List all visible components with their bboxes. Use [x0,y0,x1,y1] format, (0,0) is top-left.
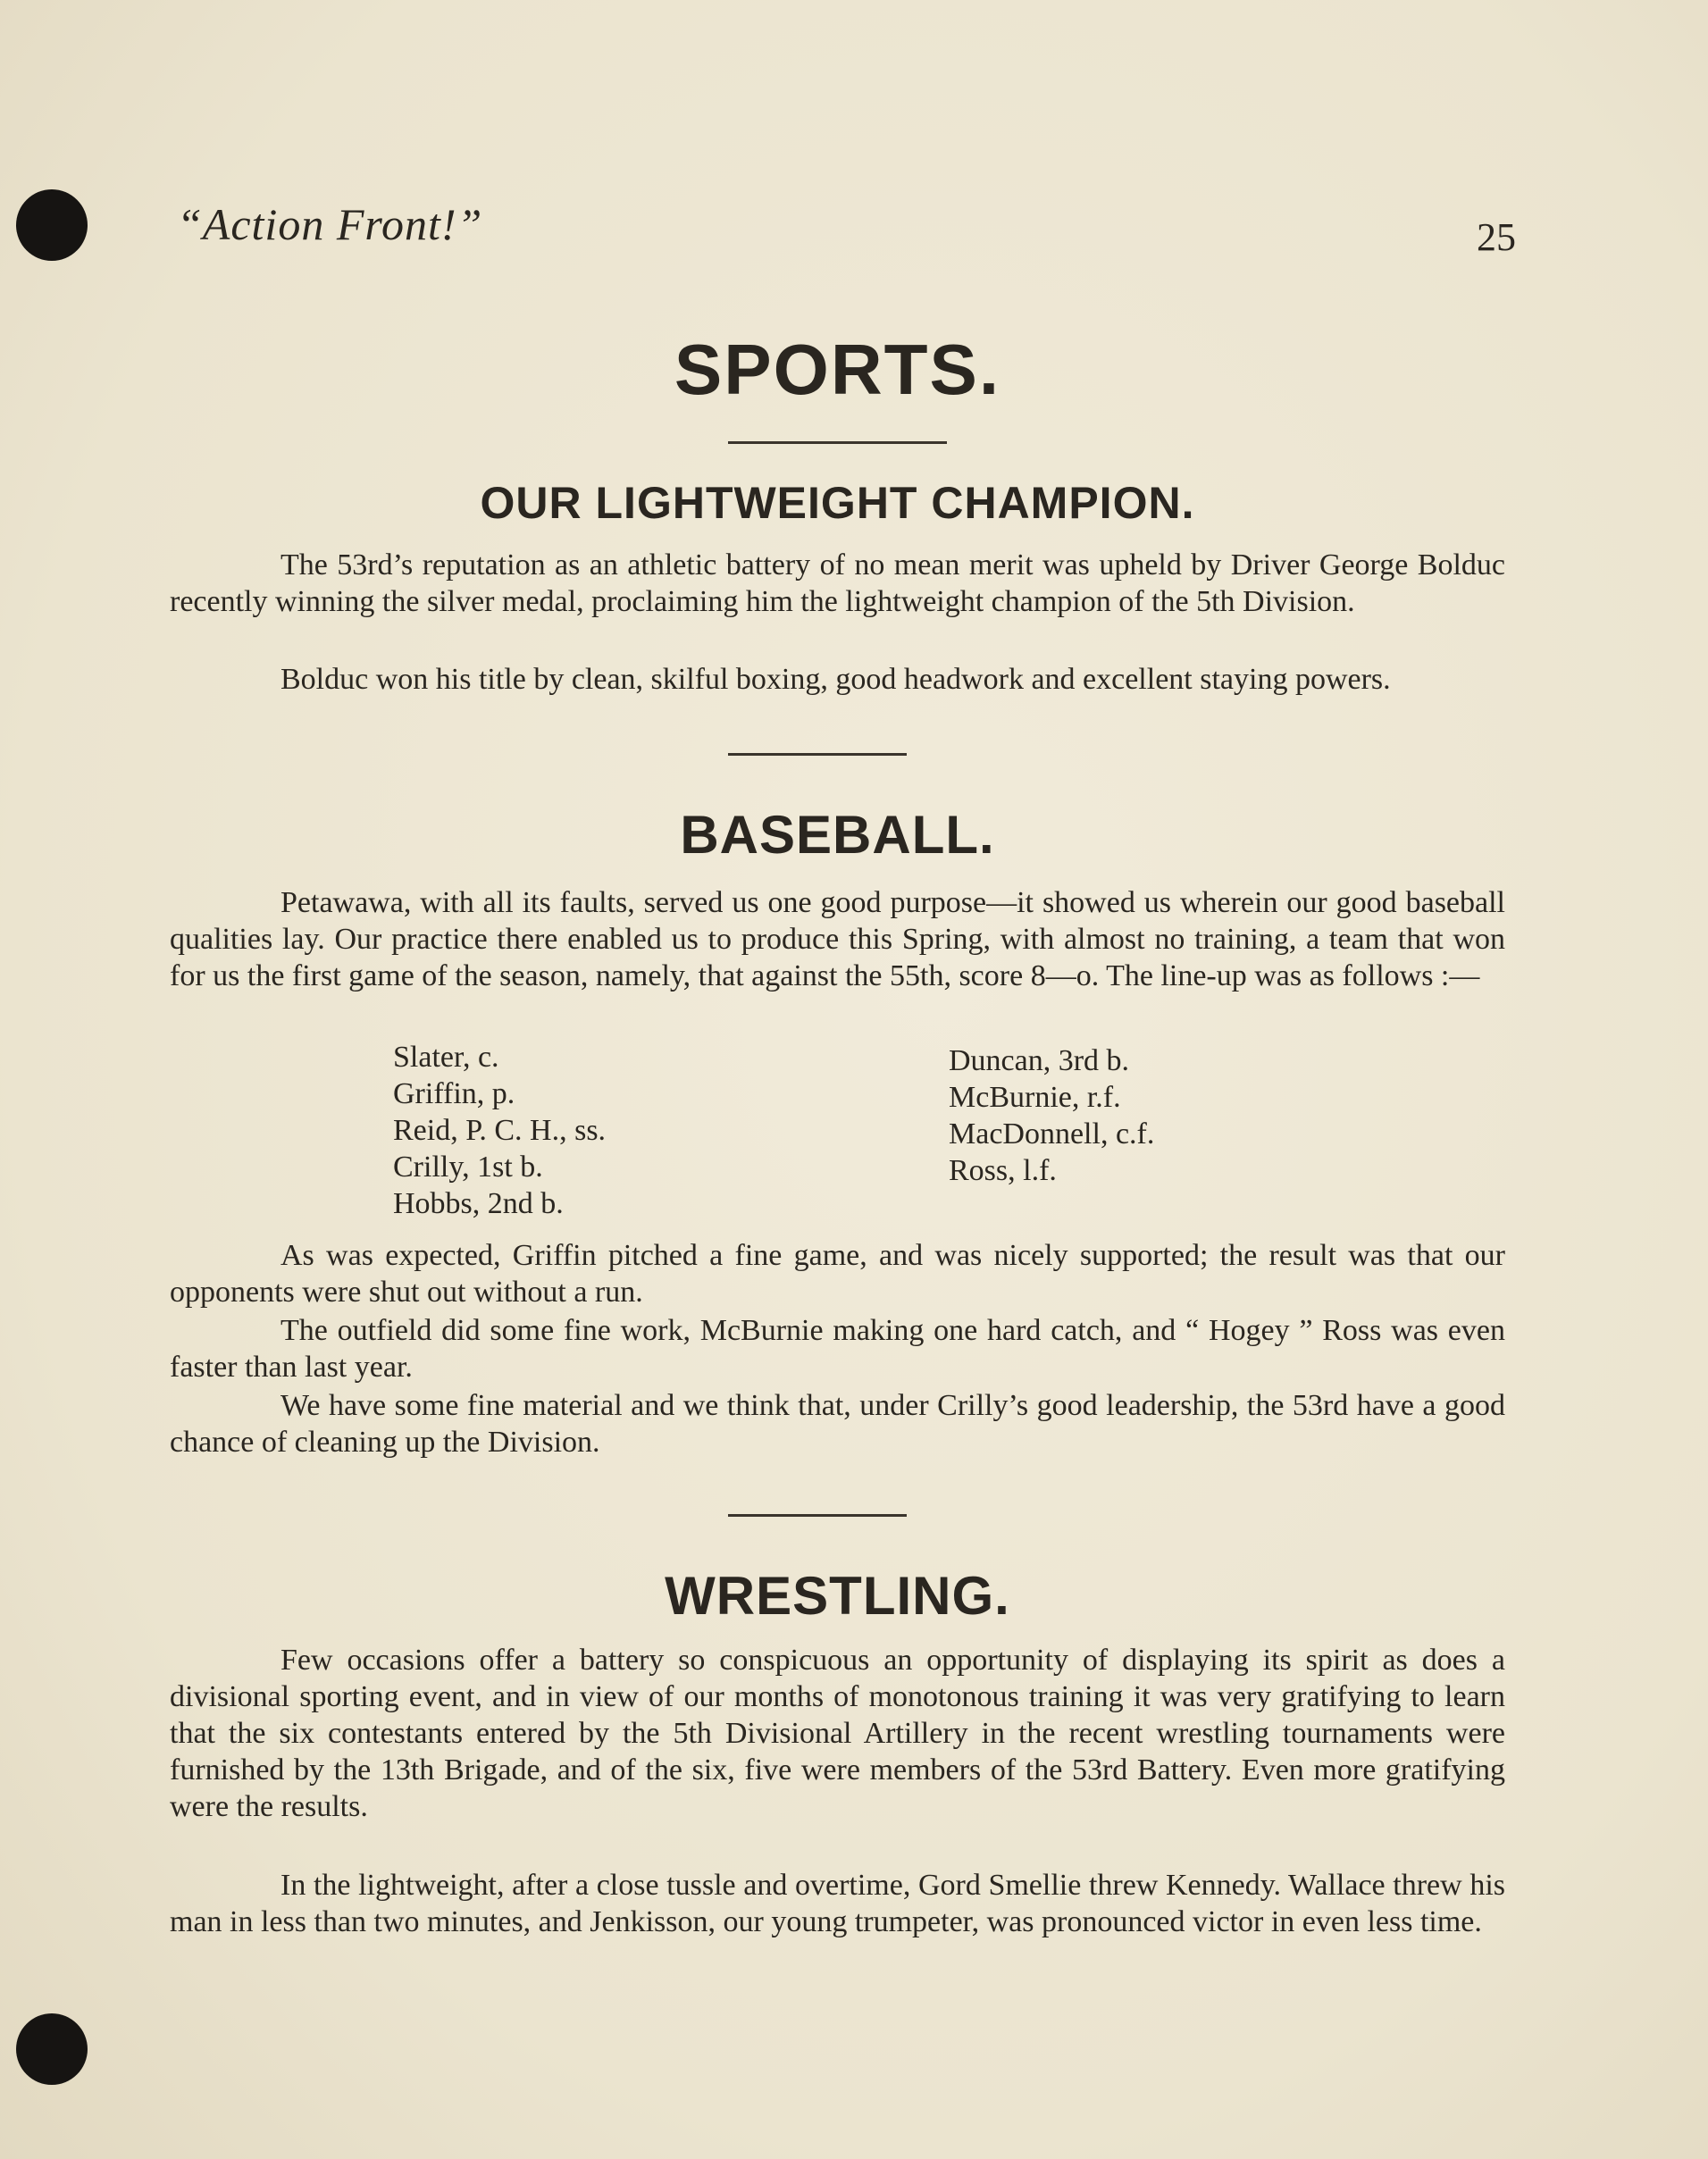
lightweight-paragraph-1: The 53rd’s reputation as an athletic battery of no mean merit was upheld by Driver George Bolduc recently winning the silver medal, proclaiming him the lightweight champion of the 5th Division. [170,548,1505,618]
lineup-player: Reid, P. C. H., ss. [393,1114,607,1147]
baseball-paragraph-3: We have some fine material and we think that, under Crilly’s good leadership, the 53rd have a good chance of cleaning up the Division. [170,1389,1505,1459]
lineup-player: MacDonnell, c.f. [949,1117,1155,1151]
divider [728,753,907,756]
main-title: SPORTS. [674,330,1001,409]
lineup-player: Duncan, 3rd b. [949,1044,1130,1077]
lineup-player: Griffin, p. [393,1077,515,1110]
wrestling-paragraph-2: In the lightweight, after a close tussle and overtime, Gord Smellie threw Kennedy. Wallace threw his man in less than two minutes, and Jenkisson, our young trumpeter, was pronounced victor in even less time. [170,1869,1505,1938]
divider [728,1514,907,1517]
baseball-paragraph-2: The outfield did some fine work, McBurnie making one hard catch, and “ Hogey ” Ross was even faster than last year. [170,1314,1505,1384]
baseball-paragraph-1: As was expected, Griffin pitched a fine game, and was nicely supported; the result was that our opponents were shut out without a run. [170,1239,1505,1309]
binder-hole-bottom [16,2013,88,2085]
wrestling-title: WRESTLING. [665,1566,1010,1626]
baseball-intro: Petawawa, with all its faults, served us one good purpose—it showed us wherein our good baseball qualities lay. Our practice there enabled us to produce this Spring, with almost no training, a team that won for us the first game of the season, namely, that against the 55th, score 8—o. The line-up was as follows :— [170,886,1505,992]
divider [728,441,947,444]
page-number: 25 [1477,215,1516,259]
lightweight-paragraph-2: Bolduc won his title by clean, skilful boxing, good headwork and excellent staying powers. [280,663,1391,696]
lineup-player: McBurnie, r.f. [949,1081,1121,1114]
lineup-right-column [949,1042,1154,1189]
lineup-player: Hobbs, 2nd b. [393,1187,564,1220]
lineup-left-column [393,1039,606,1222]
lightweight-title: OUR LIGHTWEIGHT CHAMPION. [480,478,1195,528]
running-head: “Action Front!” [177,199,483,249]
baseball-title: BASEBALL. [680,805,995,865]
wrestling-paragraph-1: Few occasions offer a battery so conspicuous an opportunity of displaying its spirit as does a divisional sporting event, and in view of our months of monotonous training it was very gratifying to learn that the six contestants entered by the 5th Divisional Artillery in the recent wrestling tournaments were furnished by the 13th Brigade, and of the six, five were members of the 53rd Battery. Even more gratifying were the results. [170,1644,1505,1823]
binder-hole-top [16,189,88,261]
lineup-player: Ross, l.f. [949,1154,1057,1187]
lineup-player: Crilly, 1st b. [393,1151,543,1184]
lineup-player: Slater, c. [393,1041,499,1074]
